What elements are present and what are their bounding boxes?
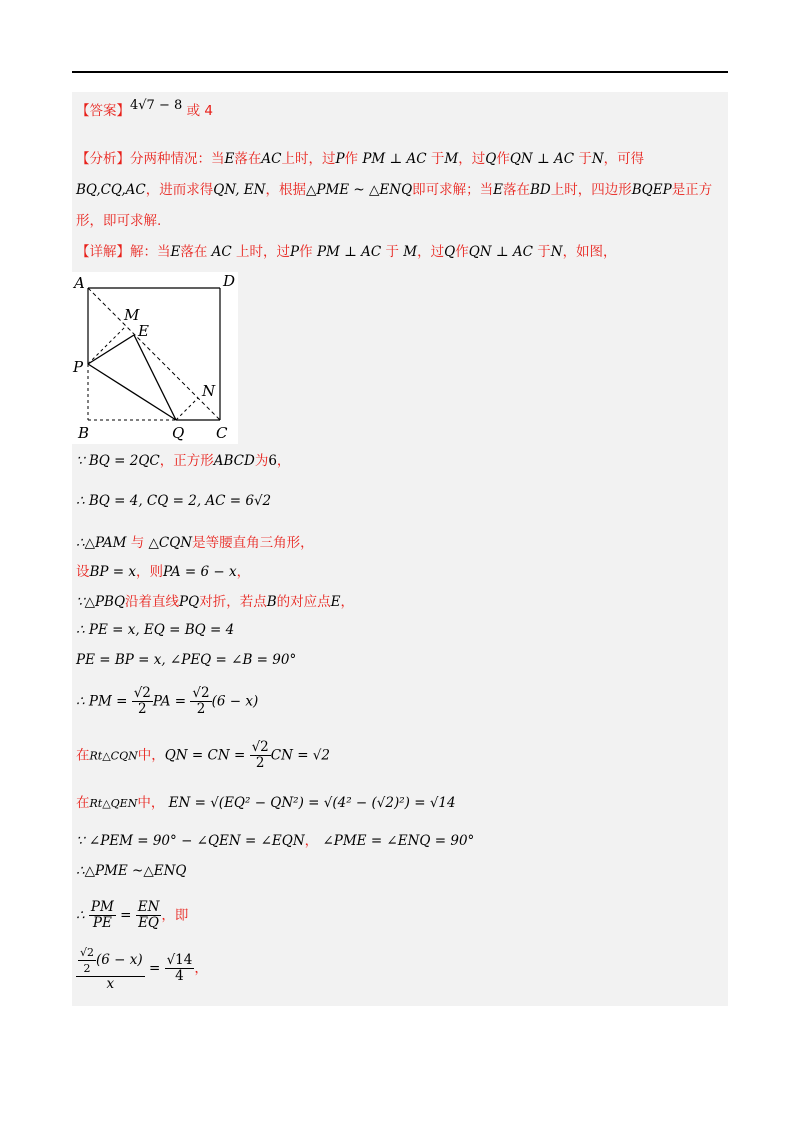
math-BQEP: BQEP [631,182,672,198]
fraction-sqrt2-over-2 [78,945,96,976]
fraction-sqrt2-over-2 [250,740,271,771]
step-text: ， [276,453,291,469]
math-qn-perp: QN ⊥ AC [468,244,533,260]
step-10 [76,794,456,813]
math-similar: △PME ~ △ENQ [305,182,413,198]
denominator: EQ [138,915,160,931]
analysis-text: 于 [430,151,445,167]
math-BD: BD [530,182,551,198]
math-equals: = [148,960,161,977]
denominator: 2 [196,701,206,717]
math-segments: BQ,CQ,AC [76,182,146,198]
math-cn-sqrt2: CN = √2 [270,747,330,764]
math-P: P [290,244,300,260]
answer-line [76,98,213,121]
analysis-text: ，过 [458,151,486,167]
math-bp-x: BP = x [89,564,137,580]
numerator: √2 [133,685,151,701]
step-12: ∴△PME ~△ENQ [76,863,187,879]
analysis-text: 落在 [503,182,530,198]
math-PQ: PQ [179,594,200,610]
label-M: M [124,306,140,324]
math-N: N [550,244,563,260]
analysis-line-3: 形，即可求解. [76,213,162,229]
math-E: E [330,594,341,610]
detail-text: 作 [455,244,469,260]
analysis-text: ，进而求得 [145,182,214,198]
math-angle-pem: ∵ ∠PEM = 90° − ∠QEN = ∠EQN [76,833,305,849]
math-PAM: ∴△PAM [76,535,127,551]
math-en-calc: EN = √(EQ² − QN²) = √(4² − (√2)²) = √14 [168,795,456,811]
fraction-pm-pe [89,900,116,931]
numerator: PM [90,899,114,915]
step-13 [76,900,188,931]
step-text: ， [304,833,319,849]
math-M: M [403,244,418,260]
denominator: 4 [175,968,184,984]
math-rt-QEN: Rt△QEN [89,797,138,810]
analysis-text: 上时，过 [281,151,336,167]
fraction-sqrt2-over-2 [190,686,211,717]
math-CQN: △CQN [148,535,193,551]
math-M: M [444,151,459,167]
analysis-text: 落在 [234,151,262,167]
detail-text: 作 [299,244,313,260]
step-3 [76,534,314,552]
denominator: 2 [83,962,91,975]
analysis-line-1 [76,150,644,168]
label-A: A [74,274,85,292]
denominator: PE [92,915,112,931]
step-2: ∴ BQ = 4, CQ = 2, AC = 6√2 [76,493,272,509]
math-6-minus-x: (6 − x) [211,693,259,710]
label-B: B [78,424,90,442]
fraction-sqrt14-over-4 [165,953,195,984]
step-11 [76,832,474,850]
numerator: √2 [192,685,210,701]
math-AC: AC [211,244,232,260]
fraction-complex [76,945,145,992]
step-9 [76,740,330,771]
step-4 [76,563,250,581]
math-equals: = [120,907,132,924]
step-text: 中， [137,795,165,811]
detail-text: 上时，过 [236,244,291,260]
step-text: 设 [76,564,90,580]
step-text: 为 [254,453,269,469]
label-N: N [202,382,216,400]
detail-text: 于 [385,244,399,260]
detail-tag: 【详解】 [76,244,130,260]
step-text: 是等腰直角三角形， [192,535,314,551]
math-E: E [224,151,235,167]
answer-expr: 4√7 − 8 [130,98,183,113]
label-C: C [216,424,228,442]
analysis-line-2 [76,181,712,199]
answer-alt: 4 [204,103,213,119]
denominator: 2 [137,701,147,717]
step-text: ，正方形 [159,453,214,469]
math-pm-eq: ∴ PM = [76,693,128,710]
math-therefore: ∴ [76,907,85,924]
step-6: ∴ PE = x, EQ = BQ = 4 [76,622,235,638]
math-Q: Q [485,151,497,167]
math-E: E [170,244,181,260]
step-7: PE = BP = x, ∠PEQ = ∠B = 90° [76,652,297,668]
step-14 [76,945,208,992]
geometry-figure [72,272,238,444]
math-6-minus-x: (6 − x) [96,952,143,968]
numerator: √14 [166,952,193,968]
numerator [76,945,145,977]
detail-text: ，如图， [562,244,617,260]
step-1 [76,452,290,470]
header-rule [72,71,728,73]
math-qn-perp: QN ⊥ AC [509,151,575,167]
detail-text: ，过 [417,244,445,260]
math-pa-eq: PA = [152,693,187,710]
math-pa: PA = 6 − x [163,564,237,580]
analysis-text: 即可求解；当 [412,182,494,198]
detail-text: 落在 [180,244,208,260]
step-text: ， [194,960,208,977]
detail-line [76,243,617,261]
math-pm-perp: PM ⊥ AC [362,151,427,167]
denominator: 2 [255,755,265,771]
detail-text: 于 [537,244,551,260]
analysis-text: ，根据 [265,182,306,198]
label-E: E [138,322,149,340]
analysis-text: ，可得 [603,151,645,167]
step-text: ，则 [136,564,164,580]
math-qn-cn: QN = CN = [164,747,246,764]
analysis-text: 作 [344,151,359,167]
step-text: ， [236,564,251,580]
math-B: B [266,594,277,610]
math-Q: Q [444,244,456,260]
step-text: 沿着直线 [125,594,180,610]
analysis-text: 是正方 [671,182,713,198]
step-text: ， [340,594,354,610]
math-rt-CQN: Rt△CQN [89,749,138,763]
math-PBQ: ∵△PBQ [76,594,126,610]
step-5 [76,593,354,611]
detail-text: 解：当 [130,244,171,260]
answer-or: 或 [186,103,201,119]
math-E: E [493,182,503,198]
math-pm-perp: PM ⊥ AC [316,244,382,260]
answer-tag: 【答案】 [76,103,130,119]
denominator: x [106,976,115,992]
numerator: EN [137,899,160,915]
step-text: 在 [76,795,90,811]
math-bq-2qc: ∵ BQ = 2QC [76,453,160,469]
math-ABCD: ABCD [213,453,255,469]
math-P: P [335,151,345,167]
math-qn-en: QN, EN [213,182,266,198]
analysis-tag: 【分析】 [76,151,130,167]
math-AC: AC [261,151,282,167]
math-6: 6 [268,453,277,469]
step-text: 与 [130,535,145,551]
step-8 [76,686,258,717]
numerator: √2 [251,739,269,755]
label-Q: Q [172,424,185,442]
analysis-text: 分两种情况：当 [130,151,225,167]
math-angle-pme: ∠PME = ∠ENQ = 90° [322,833,475,849]
math-N: N [591,151,604,167]
label-P: P [73,358,84,376]
analysis-text: 作 [496,151,510,167]
numerator: √2 [80,946,95,959]
step-text: 对折，若点 [199,594,267,610]
analysis-text: 于 [578,151,592,167]
step-text: ，即 [161,907,189,924]
fraction-en-eq [136,900,162,931]
fraction-sqrt2-over-2 [132,686,153,717]
analysis-text: 上时，四边形 [550,182,632,198]
step-text: 的对应点 [276,594,331,610]
step-text: 在 [76,747,90,764]
step-text: 中， [137,747,165,764]
label-D: D [223,272,236,290]
